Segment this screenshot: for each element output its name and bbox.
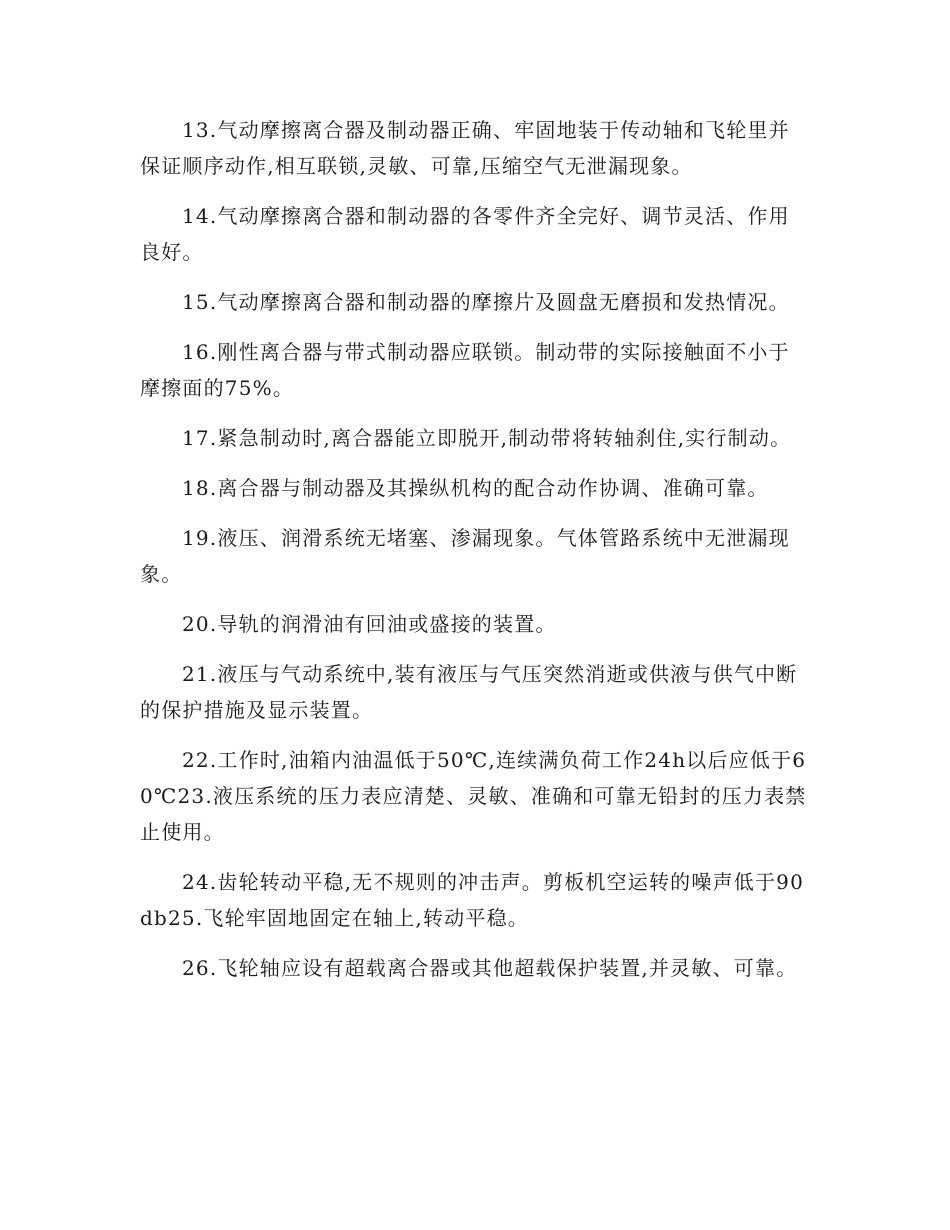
paragraph-item-18: 18.离合器与制动器及其操纵机构的配合动作协调、准确可靠。 [182,476,769,500]
paragraph-item-22-23: 22.工作时,油箱内油温低于50℃,连续满负荷工作24h以后应低于60℃23.液压系统的压力表应清楚、灵敏、准确和可靠无铅封的压力表禁止使用。 [140,748,807,844]
paragraph-item-17: 17.紧急制动时,离合器能立即脱开,制动带将转轴刹住,实行制动。 [182,426,792,450]
paragraph-item-21: 21.液压与气动系统中,装有液压与气压突然消逝或供液与供气中断的保护措施及显示装置。 [140,662,798,722]
paragraph-item-15: 15.气动摩擦离合器和制动器的摩擦片及圆盘无磨损和发热情况。 [182,290,790,314]
document-body [140,112,810,1000]
paragraph-item-19: 19.液压、润滑系统无堵塞、渗漏现象。气体管路系统中无泄漏现象。 [140,526,790,586]
paragraph-item-24-25: 24.齿轮转动平稳,无不规则的冲击声。剪板机空运转的噪声低于90db25.飞轮牢固地固定在轴上,转动平稳。 [140,870,805,930]
paragraph-item-20: 20.导轨的润滑油有回油或盛接的装置。 [182,612,557,636]
paragraph-item-14: 14.气动摩擦离合器和制动器的各零件齐全完好、调节灵活、作用良好。 [140,204,790,264]
paragraph-item-13: 13.气动摩擦离合器及制动器正确、牢固地装于传动轴和飞轮里并保证顺序动作,相互联锁,灵敏、可靠,压缩空气无泄漏现象。 [140,118,790,178]
paragraph-item-16: 16.刚性离合器与带式制动器应联锁。制动带的实际接触面不小于摩擦面的75%。 [140,340,790,400]
paragraph-item-26: 26.飞轮轴应设有超载离合器或其他超载保护装置,并灵敏、可靠。 [182,956,798,980]
